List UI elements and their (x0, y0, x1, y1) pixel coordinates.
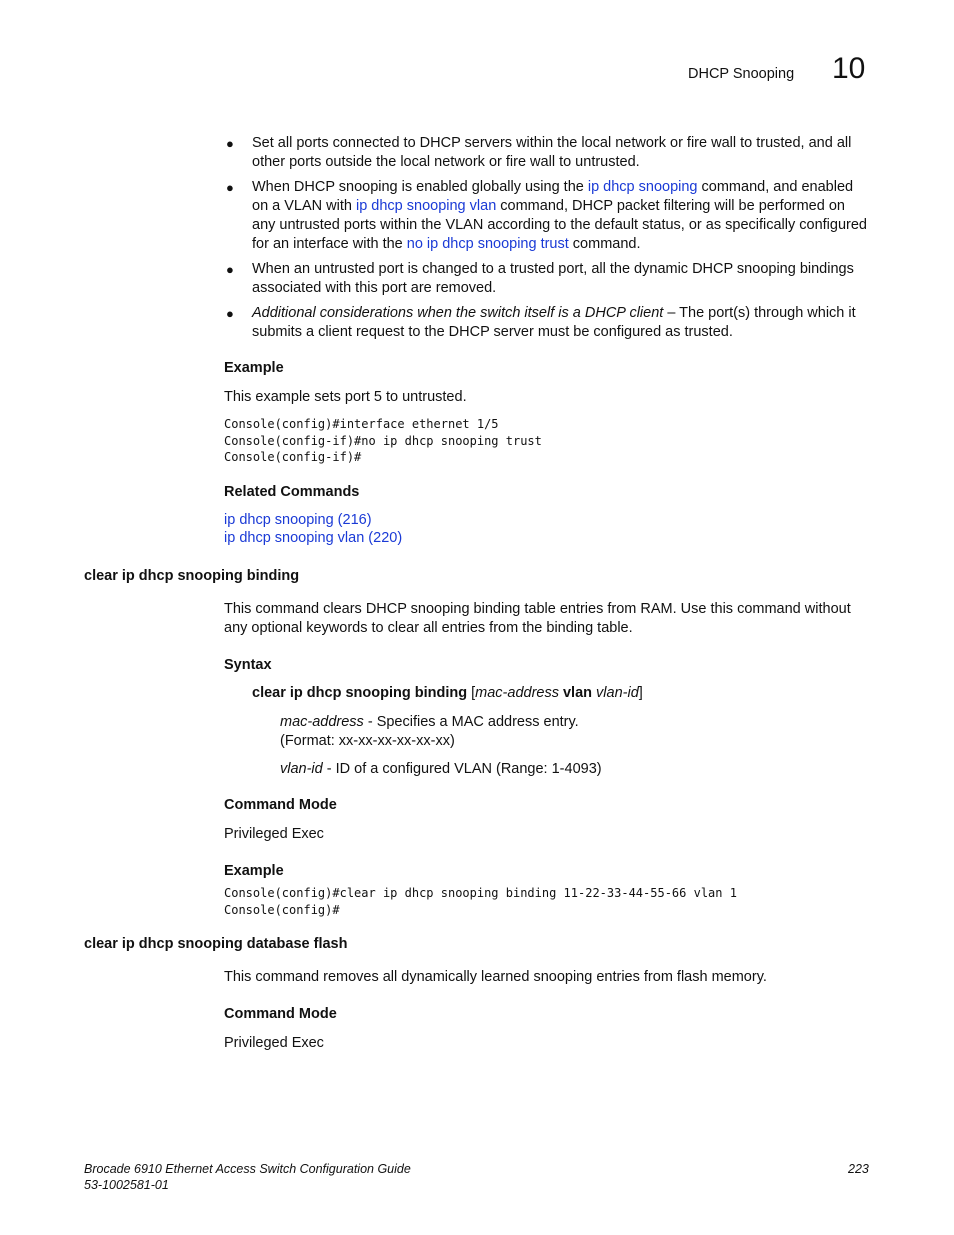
bullet-text-part: command. (568, 236, 641, 252)
param-name: mac-address (280, 714, 364, 730)
related-commands-heading: Related Commands (224, 484, 360, 500)
footer-guide-title: Brocade 6910 Ethernet Access Switch Configuration Guide (84, 1162, 411, 1176)
code-block: Console(config)#clear ip dhcp snooping binding 11-22-33-44-55-66 vlan 1 Console(config)# (224, 886, 737, 917)
list-item (224, 304, 869, 342)
command-mode-value: Privileged Exec (224, 1035, 324, 1051)
syntax-keyword: vlan (558, 685, 597, 701)
command-mode-value: Privileged Exec (224, 826, 324, 842)
running-header-title: DHCP Snooping (688, 66, 795, 82)
param-name: vlan-id (280, 761, 323, 777)
example-heading: Example (224, 360, 284, 376)
link-ip-dhcp-snooping[interactable]: ip dhcp snooping (587, 179, 698, 195)
section-description: This command clears DHCP snooping binding table entries from RAM. Use this command without any optional keywords to clear all entries from the binding table. (224, 601, 851, 636)
list-item (224, 134, 869, 172)
bullet-text-part: command, DHCP packet filtering will be performed on any untrusted ports within the VLAN according to the default status, or as specifically configured for an interface with the (252, 198, 867, 252)
syntax-bracket: ] (638, 685, 643, 701)
related-link-ip-dhcp-snooping-vlan[interactable]: ip dhcp snooping vlan (220) (224, 530, 403, 546)
param-desc: - ID of a configured VLAN (Range: 1-4093) (322, 761, 602, 777)
page-number: 223 (848, 1162, 869, 1176)
bullet-text-part: – The port(s) through which it submits a client request to the DHCP server must be configured as trusted. (252, 305, 856, 340)
chapter-number: 10 (832, 52, 866, 85)
bullet-text: Set all ports connected to DHCP servers within the local network or fire wall to trusted, and all other ports outside the local network or fire wall to untrusted. (252, 135, 852, 170)
bullet-text-part: command, and enabled on a VLAN with (252, 179, 854, 214)
syntax-arg: vlan-id (596, 685, 639, 701)
section-title-flash: clear ip dhcp snooping database flash (84, 936, 348, 952)
section-title-binding: clear ip dhcp snooping binding (84, 568, 300, 584)
section-description: This command removes all dynamically learned snooping entries from flash memory. (224, 969, 767, 985)
param-format: (Format: xx-xx-xx-xx-xx-xx) (280, 733, 455, 749)
link-ip-dhcp-snooping-vlan[interactable]: ip dhcp snooping vlan (355, 198, 497, 214)
link-no-ip-dhcp-snooping-trust[interactable]: no ip dhcp snooping trust (406, 236, 569, 252)
syntax-bracket: [ (467, 685, 476, 701)
footer-doc-number: 53-1002581-01 (84, 1178, 169, 1192)
param-mac-address (280, 713, 579, 751)
syntax-command: clear ip dhcp snooping binding (252, 685, 468, 701)
bullet-list (224, 134, 869, 348)
bullet-icon: ● (226, 180, 234, 195)
bullet-text: When an untrusted port is changed to a trusted port, all the dynamic DHCP snooping bindings associated with this port are removed. (252, 261, 854, 296)
code-block: Console(config)#interface ethernet 1/5 Console(config-if)#no ip dhcp snooping trust Console(config-if)# (224, 417, 542, 464)
bullet-text-part: When DHCP snooping is enabled globally using the (252, 179, 588, 195)
syntax-arg: mac-address (475, 685, 559, 701)
bullet-icon: ● (226, 262, 234, 277)
example-description: This example sets port 5 to untrusted. (224, 389, 467, 405)
list-item (224, 178, 869, 254)
related-link-ip-dhcp-snooping[interactable]: ip dhcp snooping (216) (224, 512, 372, 528)
command-mode-heading: Command Mode (224, 1006, 337, 1022)
syntax-line (252, 685, 643, 701)
bullet-text (252, 304, 869, 342)
command-mode-heading: Command Mode (224, 797, 337, 813)
list-item (224, 260, 869, 298)
syntax-heading: Syntax (224, 657, 272, 673)
bullet-icon: ● (226, 306, 234, 321)
param-vlan-id (280, 760, 602, 779)
example-heading: Example (224, 863, 284, 879)
param-desc: - Specifies a MAC address entry. (363, 714, 579, 730)
bullet-text (252, 178, 869, 254)
bullet-italic-text: Additional considerations when the switch itself is a DHCP client (252, 305, 664, 321)
bullet-icon: ● (226, 136, 234, 151)
